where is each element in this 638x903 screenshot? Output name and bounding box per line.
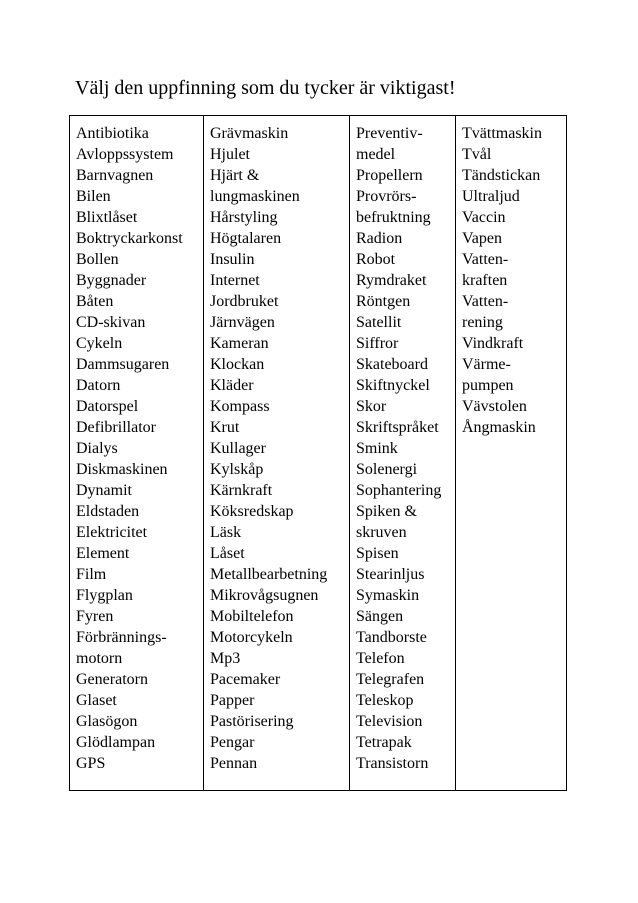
list-item: Provrörs-	[356, 188, 417, 205]
list-item: Glaset	[76, 692, 117, 709]
list-item: Vaccin	[462, 209, 506, 226]
list-item: Metallbearbetning	[210, 566, 328, 583]
list-item: Röntgen	[356, 293, 411, 310]
list-item: Tetrapak	[356, 734, 412, 751]
list-item: Teleskop	[356, 692, 414, 709]
list-item: Insulin	[210, 251, 255, 268]
list-item: Smink	[356, 440, 398, 457]
list-item: Krut	[210, 419, 240, 436]
list-item: Byggnader	[76, 272, 147, 289]
list-item: Eldstaden	[76, 503, 140, 520]
list-item: Motorcykeln	[210, 629, 293, 646]
list-item: rening	[462, 314, 503, 331]
list-item: Vatten-	[462, 293, 509, 310]
list-item: Pengar	[210, 734, 255, 751]
list-item: Flygplan	[76, 587, 133, 604]
list-item: Spiken &	[356, 503, 417, 520]
list-item: Kärnkraft	[210, 482, 273, 499]
list-item: Vävstolen	[462, 398, 527, 415]
list-item: Glödlampan	[76, 734, 156, 751]
column-cell	[456, 116, 567, 791]
list-item: Tvättmaskin	[462, 125, 542, 142]
list-item: Läsk	[210, 524, 242, 541]
list-item: kraften	[462, 272, 508, 289]
list-item: Vindkraft	[462, 335, 524, 352]
list-item: Transistorn	[356, 755, 429, 772]
list-item: Pastörisering	[210, 713, 294, 730]
list-item: Element	[76, 545, 130, 562]
list-item: motorn	[76, 650, 123, 667]
list-item: Dammsugaren	[76, 356, 170, 373]
list-item: Skriftspråket	[356, 419, 439, 436]
list-item: Satellit	[356, 314, 402, 331]
list-item: Kylskåp	[210, 461, 264, 478]
list-item: Kameran	[210, 335, 269, 352]
list-item: Värme-	[462, 356, 511, 373]
list-item: Cykeln	[76, 335, 123, 352]
list-item: Grävmaskin	[210, 125, 289, 142]
list-item: Glasögon	[76, 713, 138, 730]
list-item: medel	[356, 146, 396, 163]
list-item: Pacemaker	[210, 671, 281, 688]
column-cell	[70, 116, 204, 791]
inventions-table	[69, 115, 567, 791]
list-item: CD-skivan	[76, 314, 146, 331]
list-item: Papper	[210, 692, 255, 709]
list-item: Köksredskap	[210, 503, 294, 520]
list-item: Mikrovågsugnen	[210, 587, 319, 604]
list-item: Avloppssystem	[76, 146, 174, 163]
list-item: Radion	[356, 230, 403, 247]
list-item: Robot	[356, 251, 396, 268]
list-item: Datorn	[76, 377, 121, 394]
list-item: Vapen	[462, 230, 502, 247]
list-item: Klockan	[210, 356, 265, 373]
list-item: Hjulet	[210, 146, 250, 163]
list-item: Antibiotika	[76, 125, 149, 142]
list-item: Barnvagnen	[76, 167, 154, 184]
list-item: Skor	[356, 398, 387, 415]
list-item: lungmaskinen	[210, 188, 300, 205]
list-item: Kompass	[210, 398, 270, 415]
list-item: Internet	[210, 272, 260, 289]
list-item: Tvål	[462, 146, 492, 163]
list-item: Mobiltelefon	[210, 608, 294, 625]
list-item: Boktryckarkonst	[76, 230, 183, 247]
list-item: pumpen	[462, 377, 514, 394]
list-item: Propellern	[356, 167, 423, 184]
list-item: Hårstyling	[210, 209, 278, 226]
list-item: Tändstickan	[462, 167, 541, 184]
page-heading: Välj den uppfinning som du tycker är viktigast!	[75, 77, 456, 99]
list-item: Kullager	[210, 440, 266, 457]
list-item: Stearinljus	[356, 566, 425, 583]
list-item: Tandborste	[356, 629, 427, 646]
column-cell	[204, 116, 350, 791]
list-item: Förbrännings-	[76, 629, 167, 646]
list-item: Fyren	[76, 608, 114, 625]
list-item: Ångmaskin	[462, 419, 536, 436]
list-item: befruktning	[356, 209, 431, 226]
list-item: skruven	[356, 524, 407, 541]
list-item: Bollen	[76, 251, 119, 268]
list-item: Preventiv-	[356, 125, 423, 142]
list-item: Låset	[210, 545, 245, 562]
list-item: Ultraljud	[462, 188, 520, 205]
table-row	[70, 116, 567, 791]
list-item: Dialys	[76, 440, 118, 457]
list-item: Sophantering	[356, 482, 442, 499]
list-item: Telegrafen	[356, 671, 425, 688]
list-item: Diskmaskinen	[76, 461, 168, 478]
list-item: Pennan	[210, 755, 258, 772]
list-item: Solenergi	[356, 461, 418, 478]
list-item: Kläder	[210, 377, 254, 394]
list-item: Mp3	[210, 650, 241, 667]
list-item: Bilen	[76, 188, 111, 205]
column-cell	[350, 116, 456, 791]
list-item: Blixtlåset	[76, 209, 138, 226]
list-item: Dynamit	[76, 482, 132, 499]
list-item: Skiftnyckel	[356, 377, 430, 394]
list-item: Defibrillator	[76, 419, 156, 436]
list-item: Telefon	[356, 650, 405, 667]
list-item: GPS	[76, 755, 106, 772]
list-item: Datorspel	[76, 398, 139, 415]
list-item: Siffror	[356, 335, 399, 352]
list-item: Skateboard	[356, 356, 428, 373]
list-item: Båten	[76, 293, 114, 310]
list-item: Vatten-	[462, 251, 509, 268]
list-item: Järnvägen	[210, 314, 275, 331]
list-item: Spisen	[356, 545, 399, 562]
list-item: Jordbruket	[210, 293, 279, 310]
list-item: Elektricitet	[76, 524, 148, 541]
list-item: Generatorn	[76, 671, 148, 688]
list-item: Hjärt &	[210, 167, 260, 184]
list-item: Film	[76, 566, 107, 583]
list-item: Sängen	[356, 608, 404, 625]
list-item: Symaskin	[356, 587, 420, 604]
list-item: Television	[356, 713, 423, 730]
list-item: Rymdraket	[356, 272, 427, 289]
list-item: Högtalaren	[210, 230, 282, 247]
